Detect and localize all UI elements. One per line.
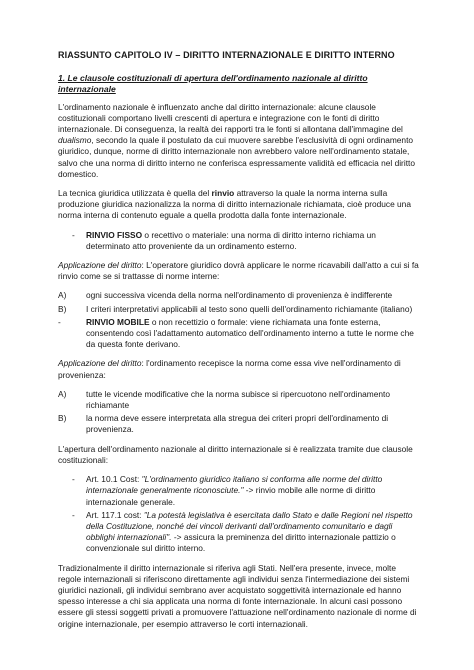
list-item: B) la norma deve essere interpretata alla stregua dei criteri propri dell'ordinamento di provenienza.: [58, 413, 389, 435]
document-title: RIASSUNTO CAPITOLO IV – DIRITTO INTERNAZIONALE E DIRITTO INTERNO: [58, 50, 395, 60]
paragraph-intro: L'ordinamento nazionale è influenzato anche dal diritto internazionale: alcune clausole costituzionali comportano livelli crescenti di apertura e integrazione con le fonti di diritto internazionale. Di conseguenza, la realtà dei rapporti tra le fonti si allontana dall'immagine del dualismo, secondo la quale il postulato da cui muovere sarebbe l'esclusività di ogni ordinamento giuridico, dunque, norme di diritto internazionale non avrebbero valore nell'ordinamento statale, salvo che una norma di diritto interno ne conferisca espressamente validità ed efficacia nel diritto domestico.: [58, 101, 415, 179]
section-heading: 1. Le clausole costituzionali di apertura dell'ordinamento nazionale al diritto internazionale: [58, 73, 368, 95]
paragraph-conclusion: Tradizionalmente il diritto internazionale si riferiva agli Stati. Nell'era presente, invece, molte regole internazionali si riferiscono direttamente agli individui senza l'intermediazione dei sistemi giuridici nazionali, gli individui sembrano aver acquistato soggettività internazionale ed hanno spesso interesse a chi sia applicata una norma di fonte internazionale. In alcuni casi possono essere gli stessi soggetti privati a promuovere l'attuazione nell'ordinamento nazionale di norme di origine internazionale, per esempio attraverso le corti internazionali.: [58, 562, 417, 629]
list-item: B) I criteri interpretativi applicabili al testo sono quelli dell'ordinamento richiamante (italiano): [58, 303, 413, 314]
list-item-rinvio-fisso: - RINVIO FISSO o recettivo o materiale: una norma di diritto interno richiama un determinato atto proveniente da un ordinamento esterno.: [58, 230, 420, 252]
applicazione-list-2: [58, 389, 420, 436]
list-item: A) ogni successiva vicenda della norma nell'ordinamento di provenienza è indifferente: [58, 290, 393, 301]
list-item-rinvio-mobile: - RINVIO MOBILE o non recettizio o formale: viene richiamata una fonte esterna, consentendo così l'adattamento automatico dell'ordinamento interno a tutte le norme che da questa fonte derivano.: [58, 316, 414, 350]
term-rinvio: rinvio: [211, 188, 235, 199]
rinvio-fisso-list: [58, 230, 420, 252]
paragraph-rinvio: La tecnica giuridica utilizzata è quella del rinvio attraverso la quale la norma interna sulla produzione giuridica nazionalizza la norma di diritto internazionale richiamata, cioè produce una norma interna di contenuto eguale a quella prodotta dalla fonte internazionale.: [58, 188, 411, 221]
list-item: A) tutte le vicende modificative che la norma subisce si ripercuotono nell'ordinamento richiamante: [58, 388, 390, 411]
applicazione-list-1: [58, 290, 420, 350]
paragraph-applicazione-2: Applicazione del diritto: l'ordinamento recepisce la norma come essa vive nell'ordinamento di provenienza:: [58, 358, 401, 380]
paragraph-apertura: L'apertura dell'ordinamento nazionale al diritto internazionale si è realizzata tramite due clausole costituzionali:: [58, 443, 413, 465]
paragraph-applicazione-1: Applicazione del diritto: L'operatore giuridico dovrà applicare le norme ricavabili dall'atto a cui si fa rinvio come se si trattasse di norme interne:: [58, 260, 419, 282]
term-dualismo: dualismo: [58, 135, 92, 146]
articles-list: [58, 474, 420, 554]
list-item-art-10: - Art. 10.1 Cost: "L'ordinamento giuridico italiano si conforma alle norme del diritto internazionale generalmente riconosciute." -> rinvio mobile alle norme di diritto internazionale generale.: [58, 474, 420, 508]
list-item-art-117: - Art. 117.1 cost: "La potestà legislativa è esercitata dallo Stato e dalle Regioni nel rispetto della Costituzione, nonché dei vincoli derivanti dall'ordinamento comunitario e dagli obblighi internazionali". -> assicura la preminenza del diritto internazionale pattizio o convenzionale sul diritto interno.: [58, 510, 420, 555]
